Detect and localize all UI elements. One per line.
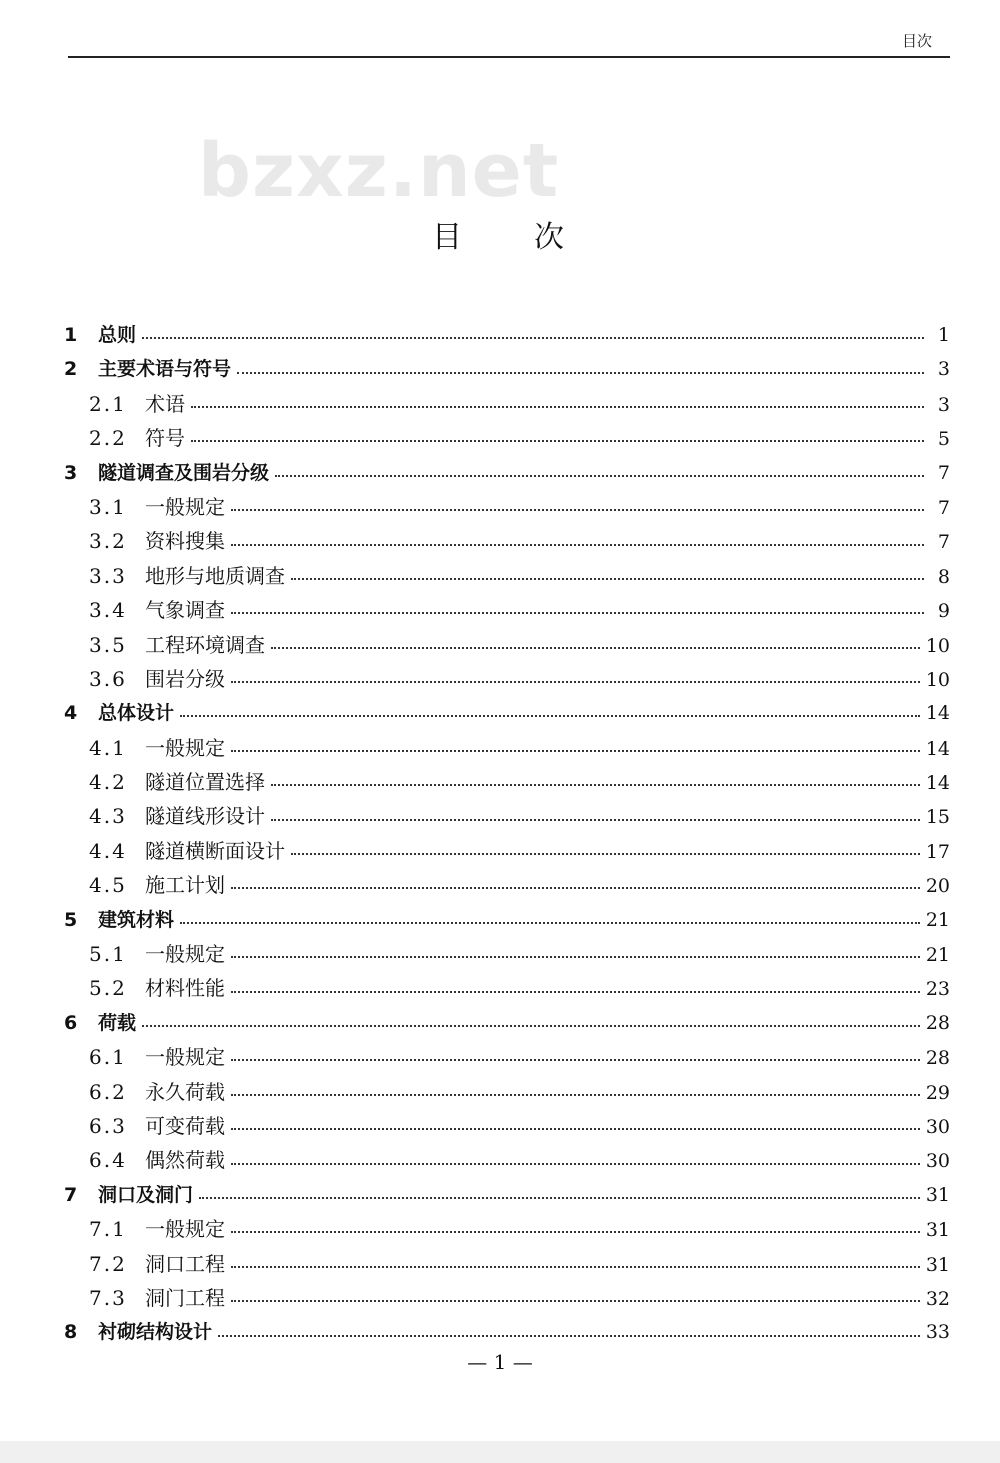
toc-dot-leader — [231, 1266, 920, 1268]
toc-entry-title: 洞门工程 — [145, 1285, 225, 1310]
header-rule — [68, 56, 950, 58]
toc-entry-number: 2.1 — [89, 391, 127, 416]
toc-chapter-entry[interactable] — [64, 352, 950, 386]
toc-entry-title: 术语 — [145, 391, 185, 416]
toc-entry-title: 隧道调查及围岩分级 — [98, 461, 270, 484]
toc-entry-page: 10 — [925, 634, 950, 657]
toc-dot-leader — [231, 612, 924, 614]
toc-chapter-entry[interactable] — [64, 456, 950, 490]
toc-entry-number: 4 — [64, 702, 78, 725]
toc-entry-number: 7 — [64, 1183, 78, 1206]
toc-entry-number: 6.1 — [89, 1045, 127, 1070]
toc-entry-number: 6.3 — [89, 1113, 127, 1138]
toc-section-entry[interactable] — [64, 524, 950, 558]
toc-entry-title: 一般规定 — [145, 942, 225, 967]
toc-entry-page: 14 — [925, 772, 950, 795]
toc-entry-page: 5 — [937, 428, 950, 451]
toc-entry-number: 5.1 — [89, 942, 127, 967]
toc-entry-title: 隧道横断面设计 — [145, 838, 285, 863]
toc-section-entry[interactable] — [64, 559, 950, 593]
toc-entry-page: 7 — [937, 496, 950, 519]
toc-section-entry[interactable] — [64, 421, 950, 455]
toc-entry-page: 21 — [925, 944, 950, 967]
toc-dot-leader — [231, 1094, 920, 1096]
page-title: 目 次 — [432, 220, 568, 255]
toc-entry-title: 一般规定 — [145, 494, 225, 519]
toc-entry-number: 3.6 — [89, 666, 127, 691]
toc-entry-number: 4.4 — [89, 838, 127, 863]
toc-entry-title: 一般规定 — [145, 1217, 225, 1242]
toc-dot-leader — [291, 578, 924, 580]
toc-entry-title: 洞口及洞门 — [98, 1183, 194, 1206]
toc-section-entry[interactable] — [64, 1109, 950, 1143]
toc-entry-page: 31 — [925, 1253, 950, 1276]
toc-entry-title: 总体设计 — [98, 702, 175, 725]
toc-entry-page: 23 — [925, 978, 950, 1001]
running-header: 目次 — [901, 32, 932, 50]
toc-dot-leader — [231, 887, 920, 889]
toc-section-entry[interactable] — [64, 834, 950, 868]
toc-dot-leader — [275, 475, 924, 477]
toc-section-entry[interactable] — [64, 971, 950, 1005]
toc-entry-title: 荷载 — [98, 1011, 137, 1034]
toc-dot-leader — [291, 853, 920, 855]
toc-entry-number: 4.5 — [89, 873, 127, 898]
toc-section-entry[interactable] — [64, 1212, 950, 1246]
toc-entry-number: 7.1 — [89, 1217, 127, 1242]
toc-entry-number: 4.2 — [89, 770, 127, 795]
toc-section-entry[interactable] — [64, 1075, 950, 1109]
toc-dot-leader — [231, 681, 920, 683]
toc-chapter-entry[interactable] — [64, 1006, 950, 1040]
toc-entry-page: 3 — [937, 393, 950, 416]
toc-entry-number: 7.3 — [89, 1285, 127, 1310]
toc-entry-title: 资料搜集 — [145, 529, 225, 554]
toc-section-entry[interactable] — [64, 387, 950, 421]
toc-entry-number: 5.2 — [89, 976, 127, 1001]
toc-entry-title: 一般规定 — [145, 735, 225, 760]
toc-entry-number: 6.2 — [89, 1079, 127, 1104]
toc-chapter-entry[interactable] — [64, 318, 950, 352]
toc-dot-leader — [271, 784, 920, 786]
toc-chapter-entry[interactable] — [64, 903, 950, 937]
toc-dot-leader — [231, 509, 924, 511]
table-of-contents — [64, 318, 950, 1350]
toc-section-entry[interactable] — [64, 1143, 950, 1177]
toc-entry-number: 5 — [64, 908, 78, 931]
toc-entry-title: 总则 — [98, 324, 137, 346]
toc-entry-page: 7 — [937, 461, 950, 484]
toc-entry-number: 3 — [64, 461, 78, 484]
toc-entry-number: 6.4 — [89, 1148, 127, 1173]
toc-entry-number: 3.5 — [89, 632, 127, 657]
toc-entry-number: 3.1 — [89, 494, 127, 519]
toc-entry-page: 7 — [937, 531, 950, 554]
toc-entry-title: 施工计划 — [145, 873, 225, 898]
toc-section-entry[interactable] — [64, 799, 950, 833]
toc-dot-leader — [237, 372, 924, 374]
toc-chapter-entry[interactable] — [64, 1315, 950, 1349]
toc-dot-leader — [180, 715, 920, 717]
toc-entry-number: 2 — [64, 358, 78, 381]
toc-entry-title: 围岩分级 — [145, 666, 225, 691]
toc-entry-title: 符号 — [145, 426, 185, 451]
toc-dot-leader — [180, 922, 920, 924]
toc-entry-page: 21 — [925, 908, 950, 931]
toc-entry-title: 一般规定 — [145, 1045, 225, 1070]
toc-section-entry[interactable] — [64, 937, 950, 971]
toc-entry-page: 8 — [937, 565, 950, 588]
toc-entry-page: 15 — [925, 806, 950, 829]
toc-section-entry[interactable] — [64, 1247, 950, 1281]
toc-entry-page: 31 — [925, 1183, 950, 1206]
toc-entry-number: 8 — [64, 1321, 78, 1344]
toc-dot-leader — [199, 1197, 920, 1199]
toc-entry-number: 6 — [64, 1011, 78, 1034]
watermark: bzxz.net — [198, 128, 560, 214]
toc-entry-page: 14 — [925, 702, 950, 725]
toc-section-entry[interactable] — [64, 490, 950, 524]
toc-entry-page: 9 — [937, 600, 950, 623]
viewer-bottom-bar — [0, 1441, 1000, 1463]
toc-entry-title: 主要术语与符号 — [98, 358, 232, 381]
toc-entry-page: 33 — [925, 1321, 950, 1344]
toc-entry-number: 4.1 — [89, 735, 127, 760]
page-number: — 1 — — [467, 1350, 533, 1374]
toc-dot-leader — [142, 1025, 920, 1027]
toc-section-entry[interactable] — [64, 731, 950, 765]
toc-entry-title: 衬砌结构设计 — [98, 1321, 213, 1344]
toc-entry-page: 32 — [925, 1287, 950, 1310]
toc-section-entry[interactable] — [64, 868, 950, 902]
toc-dot-leader — [218, 1335, 920, 1337]
toc-dot-leader — [231, 1231, 920, 1233]
toc-dot-leader — [231, 544, 924, 546]
toc-dot-leader — [191, 440, 924, 442]
toc-chapter-entry[interactable] — [64, 1178, 950, 1212]
toc-entry-page: 17 — [925, 840, 950, 863]
toc-dot-leader — [271, 647, 920, 649]
toc-entry-number: 3.2 — [89, 529, 127, 554]
toc-dot-leader — [231, 750, 920, 752]
toc-dot-leader — [271, 819, 920, 821]
toc-dot-leader — [191, 406, 924, 408]
toc-entry-title: 气象调查 — [145, 598, 225, 623]
toc-dot-leader — [231, 1163, 920, 1165]
toc-entry-number: 4.3 — [89, 804, 127, 829]
toc-entry-page: 14 — [925, 737, 950, 760]
toc-entry-title: 建筑材料 — [98, 908, 175, 931]
toc-entry-number: 3.3 — [89, 563, 127, 588]
toc-entry-page: 1 — [937, 324, 950, 346]
toc-dot-leader — [231, 1128, 920, 1130]
toc-section-entry[interactable] — [64, 628, 950, 662]
toc-entry-number: 7.2 — [89, 1251, 127, 1276]
toc-entry-page: 29 — [925, 1081, 950, 1104]
toc-entry-title: 地形与地质调查 — [145, 563, 285, 588]
toc-dot-leader — [231, 1300, 920, 1302]
toc-entry-page: 28 — [925, 1011, 950, 1034]
toc-chapter-entry[interactable] — [64, 696, 950, 730]
toc-dot-leader — [231, 991, 920, 993]
toc-entry-number: 1 — [64, 324, 78, 346]
toc-entry-title: 偶然荷载 — [145, 1148, 225, 1173]
toc-entry-title: 洞口工程 — [145, 1251, 225, 1276]
toc-dot-leader — [231, 956, 920, 958]
toc-entry-page: 10 — [925, 668, 950, 691]
toc-entry-title: 材料性能 — [145, 976, 225, 1001]
toc-entry-page: 30 — [925, 1150, 950, 1173]
toc-dot-leader — [142, 337, 924, 339]
toc-entry-title: 隧道位置选择 — [145, 770, 265, 795]
toc-section-entry[interactable] — [64, 1281, 950, 1315]
toc-entry-number: 3.4 — [89, 598, 127, 623]
toc-dot-leader — [231, 1059, 920, 1061]
toc-entry-number: 2.2 — [89, 426, 127, 451]
toc-entry-title: 工程环境调查 — [145, 632, 265, 657]
toc-entry-page: 30 — [925, 1115, 950, 1138]
toc-entry-page: 3 — [937, 358, 950, 381]
toc-section-entry[interactable] — [64, 1040, 950, 1074]
toc-entry-page: 31 — [925, 1219, 950, 1242]
toc-entry-title: 可变荷载 — [145, 1113, 225, 1138]
toc-section-entry[interactable] — [64, 593, 950, 627]
toc-section-entry[interactable] — [64, 662, 950, 696]
toc-entry-page: 20 — [925, 875, 950, 898]
toc-entry-page: 28 — [925, 1047, 950, 1070]
toc-section-entry[interactable] — [64, 765, 950, 799]
toc-entry-title: 隧道线形设计 — [145, 804, 265, 829]
toc-entry-title: 永久荷载 — [145, 1079, 225, 1104]
